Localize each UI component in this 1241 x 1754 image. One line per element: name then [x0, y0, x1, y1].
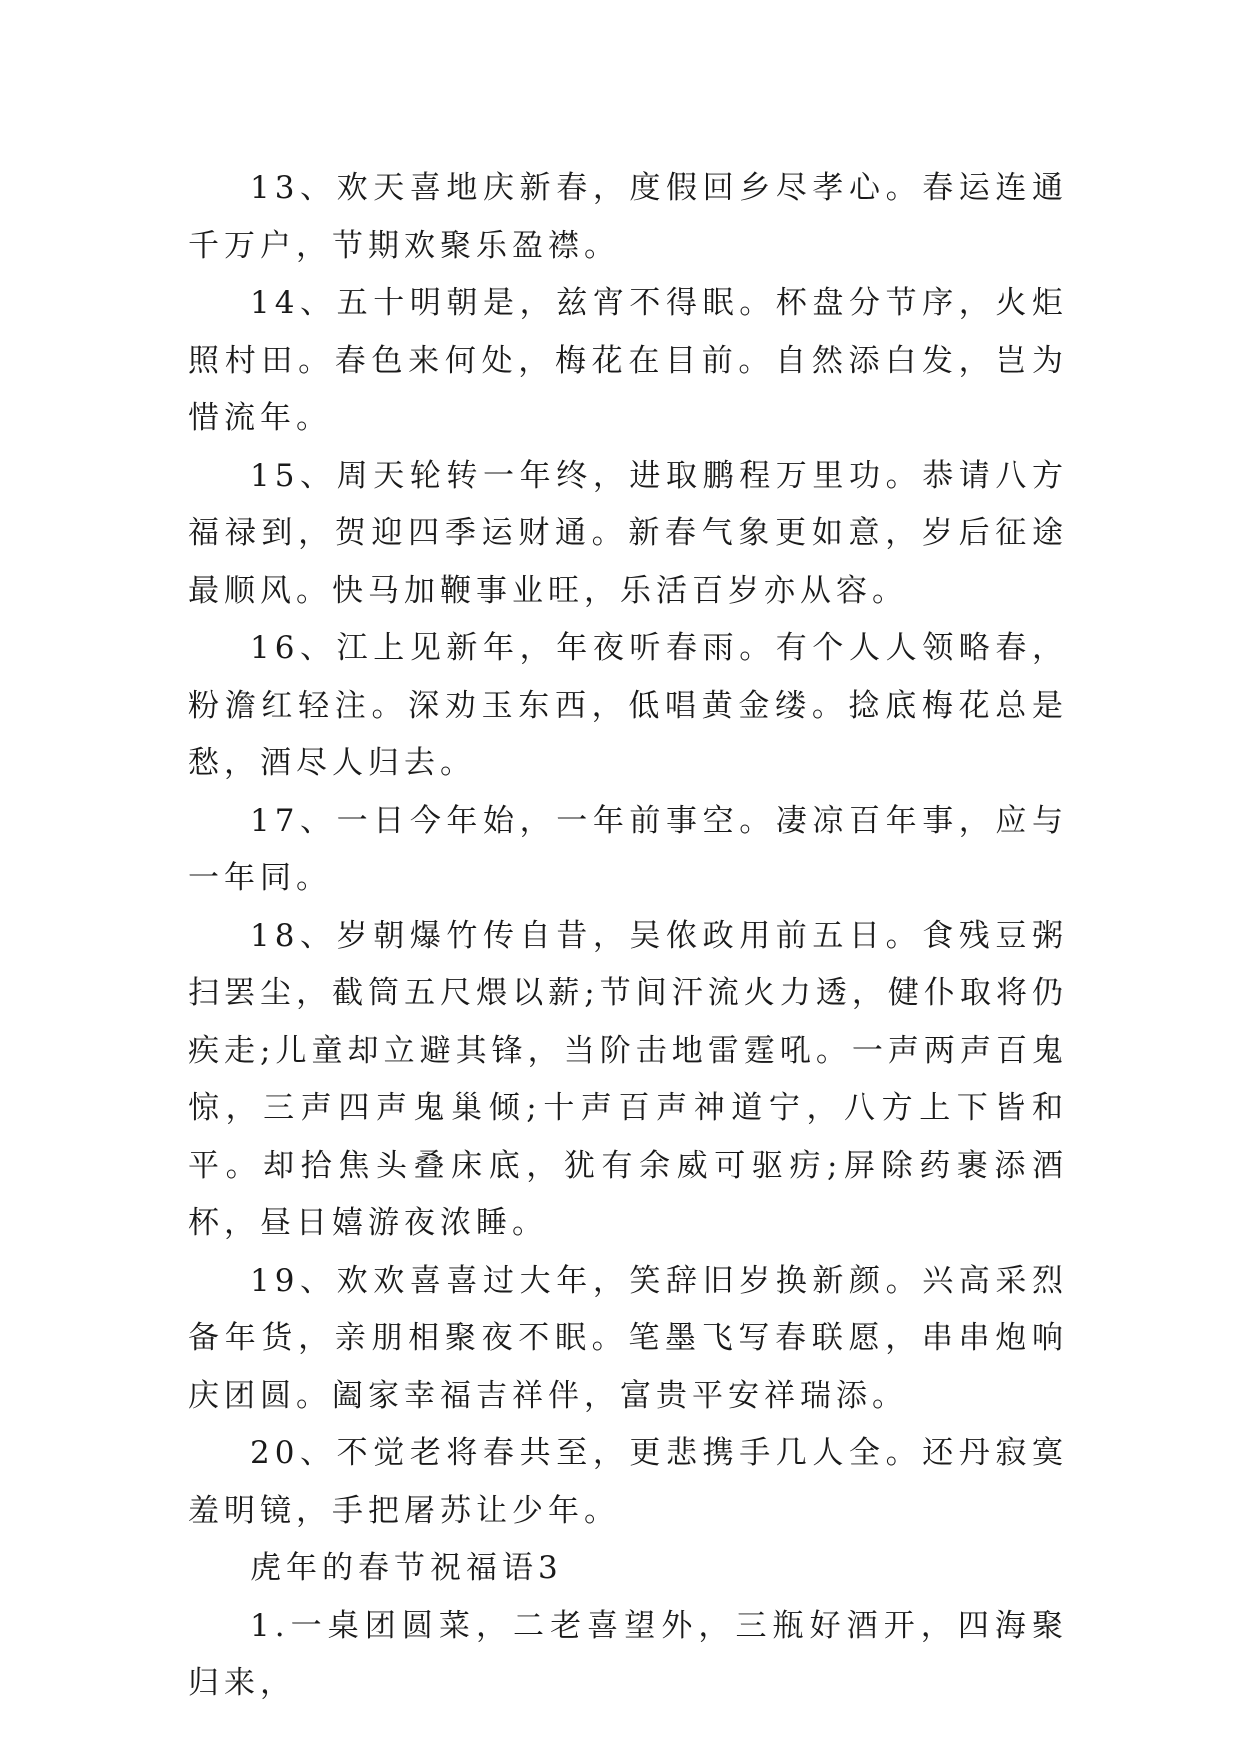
paragraph-20: 20、不觉老将春共至，更悲携手几人全。还丹寂寞羞明镜，手把屠苏让少年。 [188, 1435, 1068, 1529]
paragraph-17: 17、一日今年始，一年前事空。凄凉百年事，应与一年同。 [188, 802, 1068, 896]
document-body [188, 160, 1068, 1713]
paragraph-1: 1.一桌团圆菜，二老喜望外，三瓶好酒开，四海聚归来， [188, 1607, 1068, 1701]
paragraph-13: 13、欢天喜地庆新春，度假回乡尽孝心。春运连通千万户，节期欢聚乐盈襟。 [188, 170, 1068, 264]
paragraph-15: 15、周天轮转一年终，进取鹏程万里功。恭请八方福禄到，贺迎四季运财通。新春气象更如意，岁后征途最顺风。快马加鞭事业旺，乐活百岁亦从容。 [188, 457, 1068, 609]
paragraph-14: 14、五十明朝是，兹宵不得眠。杯盘分节序，火炬照村田。春色来何处，梅花在目前。自然添白发，岂为惜流年。 [188, 285, 1068, 436]
paragraph-18: 18、岁朝爆竹传自昔，吴侬政用前五日。食残豆粥扫罢尘，截筒五尺煨以薪;节间汗流火力透，健仆取将仍疾走;儿童却立避其锋，当阶击地雷霆吼。一声两声百鬼惊，三声四声鬼巢倾;十声百声神道宁，八方上下皆和平。却拾焦头叠床底，犹有余威可驱疠;屏除药裹添酒杯，昼日嬉游夜浓睡。 [188, 917, 1068, 1241]
section-heading: 虎年的春节祝福语3 [250, 1550, 563, 1586]
paragraph-16: 16、江上见新年，年夜听春雨。有个人人领略春，粉澹红轻注。深劝玉东西，低唱黄金缕。捻底梅花总是愁，酒尽人归去。 [188, 630, 1068, 781]
paragraph-19: 19、欢欢喜喜过大年，笑辞旧岁换新颜。兴高采烈备年货，亲朋相聚夜不眠。笔墨飞写春联愿，串串炮响庆团圆。阖家幸福吉祥伴，富贵平安祥瑞添。 [188, 1262, 1068, 1414]
